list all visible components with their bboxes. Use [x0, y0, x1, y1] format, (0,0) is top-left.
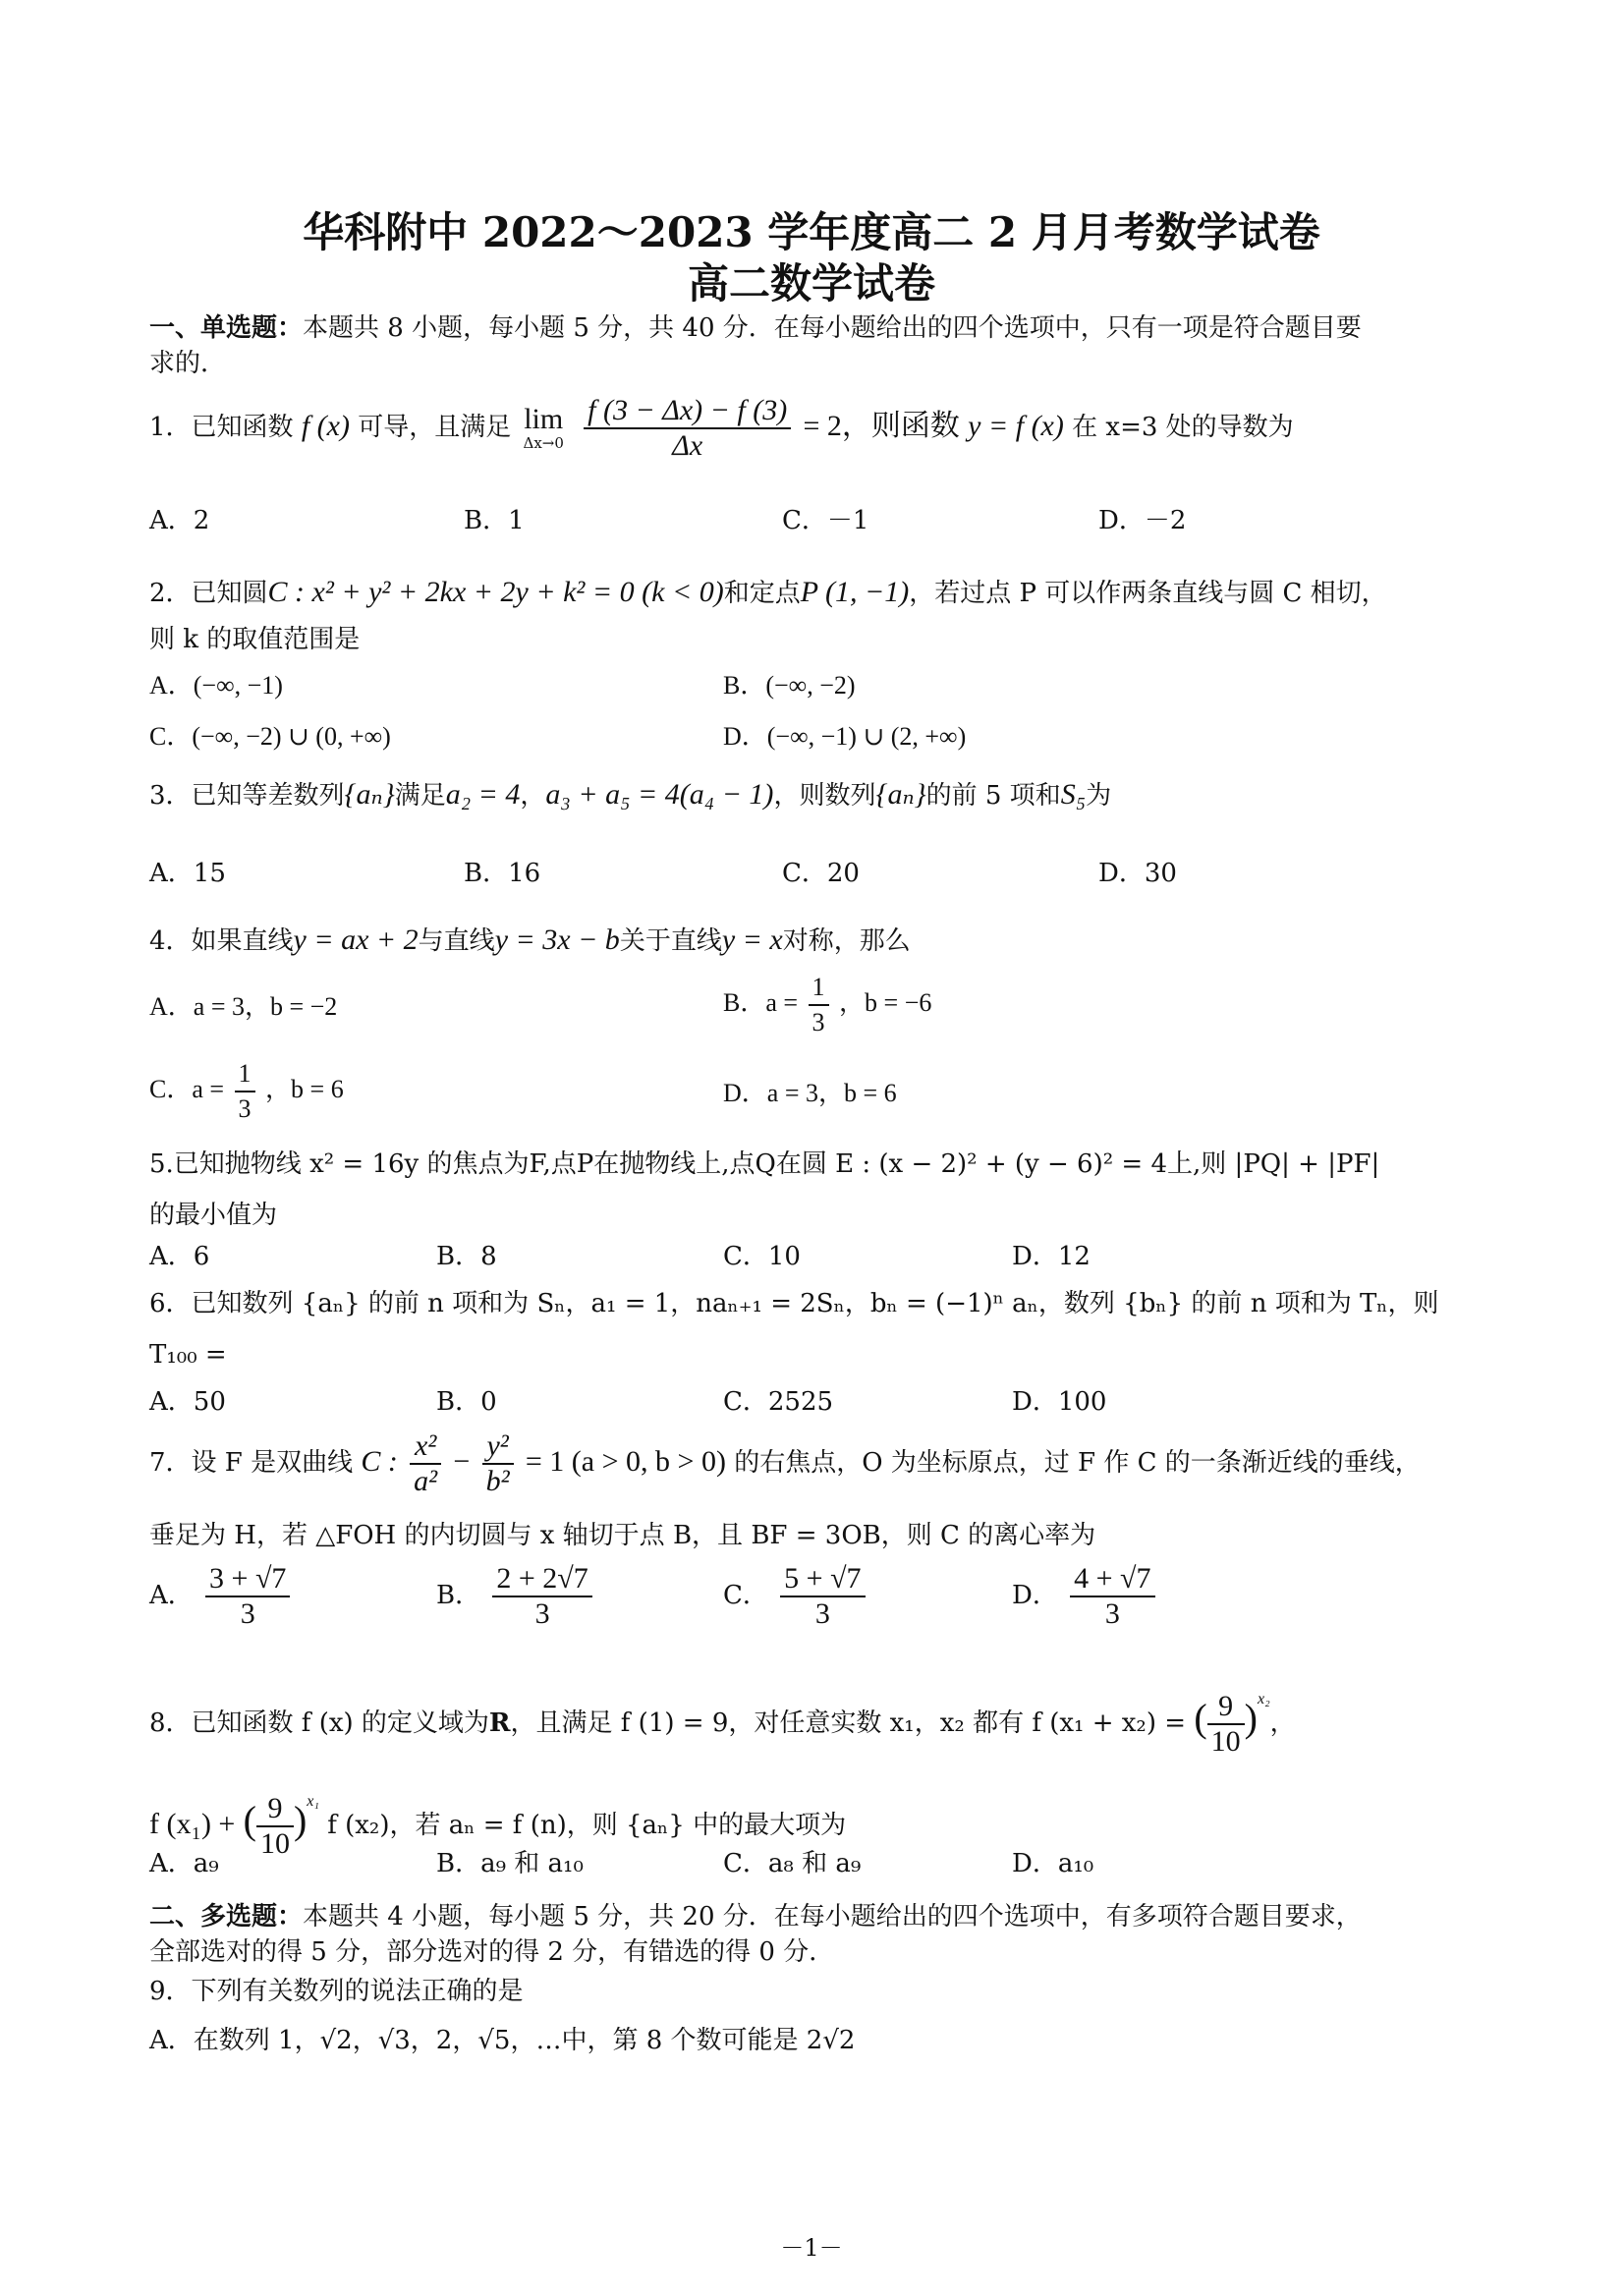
q2-text-1: 2．已知圆 [149, 579, 268, 608]
q2-circle-eq: C : x² + y² + 2kx + 2y + k² = 0 (k < 0) [267, 576, 724, 608]
q3-text-3: ，则数列 [773, 781, 876, 811]
q3-seq: {aₙ} [344, 778, 395, 811]
q2-option-b: B．(−∞, −2) [723, 671, 856, 700]
q1-limit [524, 405, 564, 452]
q4-b-num: 1 [809, 971, 829, 1006]
q3-seq-2: {aₙ} [875, 778, 926, 811]
q8-paren-close: ) [1244, 1696, 1258, 1740]
q8-fraction-2 [256, 1792, 294, 1861]
q7-a-num: 3 + √7 [205, 1562, 290, 1597]
q7-a-label: A． [149, 1581, 194, 1610]
section2-text: 本题共 4 小题，每小题 5 分，共 20 分．在每小题给出的四个选项中，有多项符合题目要求， [303, 1902, 1362, 1932]
q4-text-3: 关于直线 [619, 926, 722, 956]
q1-text-1: 1．已知函数 [149, 413, 294, 442]
question-4 [149, 924, 911, 958]
q4-option-b [723, 971, 931, 1039]
q2-option-d: D．(−∞, −1) ∪ (2, +∞) [723, 722, 967, 751]
q3-text-5: 为 [1086, 781, 1112, 811]
question-5-line2: 的最小值为 [149, 1201, 278, 1230]
q4-text-2: 与直线 [418, 926, 495, 956]
q7-x2: x² [410, 1429, 441, 1465]
q7-d-num: 4 + √7 [1070, 1562, 1154, 1597]
q7-a-fraction [205, 1562, 290, 1631]
q7-d-den: 3 [1104, 1597, 1120, 1630]
q4-line-2: y = 3x − b [494, 924, 620, 956]
q7-c-den: 3 [814, 1597, 830, 1630]
section1-heading: 一、单选题： [149, 313, 304, 343]
q1-frac-num: f (3 − Δx) − f (3) [584, 394, 791, 429]
q7-frac-x [410, 1429, 441, 1498]
question-2-line2: 则 k 的取值范围是 [149, 625, 361, 654]
question-7-line1 [149, 1427, 1421, 1498]
q8-exp-1: x₂ [1257, 1691, 1270, 1708]
q8-exp-2: x₁ [307, 1793, 319, 1810]
q3-option-b: B．16 [464, 859, 541, 888]
q1-fx: f (x) [301, 410, 350, 442]
q1-option-d: D．－2 [1098, 506, 1187, 535]
q7-text-3: 的右焦点，O 为坐标原点，过 F 作 C 的一条渐近线的垂线， [734, 1448, 1421, 1478]
q8-text-3: ， [1269, 1708, 1296, 1738]
q7-a2: a² [414, 1465, 438, 1497]
question-2-line1 [149, 576, 1387, 610]
q4-option-b-post: ，b = −6 [839, 987, 932, 1017]
question-8-line1 [149, 1660, 1296, 1763]
section1-text: 本题共 8 小题，每小题 5 分，共 40 分．在每小题给出的四个选项中，只有一项是符合题目要 [303, 313, 1362, 343]
q3-cond-2: a₃ + a₅ = 4(a₄ − 1) [545, 778, 774, 811]
q8-line2-a: f (x₁) + [149, 1808, 236, 1840]
section2-line1 [149, 1900, 1362, 1933]
q8-f2-den: 10 [259, 1827, 290, 1860]
q8-option-a: A．a₉ [149, 1849, 219, 1878]
q7-d-label: D． [1012, 1581, 1058, 1610]
q4-c-den: 3 [238, 1094, 252, 1123]
q2-option-c: C．(−∞, −2) ∪ (0, +∞) [149, 722, 391, 751]
section2-line2: 全部选对的得 5 分，部分选对的得 2 分，有错选的得 0 分． [149, 1937, 835, 1967]
q8-text-2: ，且满足 f (1) = 9，对任意实数 x₁，x₂ 都有 f (x₁ + x₂) = [510, 1708, 1187, 1738]
q8-option-d: D．a₁₀ [1012, 1849, 1094, 1878]
question-1 [149, 391, 1294, 463]
section1-line1 [149, 311, 1362, 345]
q5-option-b: B．8 [436, 1242, 497, 1271]
q1-option-a: A．2 [149, 506, 210, 535]
page-number: －1－ [780, 2234, 843, 2262]
q8-fraction-1 [1207, 1690, 1245, 1759]
q4-text-4: 对称，那么 [782, 926, 911, 956]
q7-a-den: 3 [240, 1597, 255, 1630]
q1-text-4: 在 x=3 处的导数为 [1072, 413, 1294, 442]
q3-option-c: C．20 [782, 859, 860, 888]
q7-c-num: 5 + √7 [780, 1562, 865, 1597]
q4-b-den: 3 [812, 1008, 825, 1036]
q4-option-c-post: ，b = 6 [265, 1074, 344, 1103]
q1-lim-sub: Δx→0 [523, 434, 564, 452]
q3-text-4: 的前 5 项和 [925, 781, 1061, 811]
exam-title: 华科附中 2022～2023 学年度高二 2 月月考数学试卷 [303, 208, 1320, 256]
q4-option-d: D．a = 3，b = 6 [723, 1079, 897, 1107]
section1-line2: 求的． [149, 349, 227, 378]
q8-line2-b: f (x₂)，若 aₙ = f (n)，则 {aₙ} 中的最大项为 [327, 1811, 847, 1840]
question-9-stem: 9．下列有关数列的说法正确的是 [149, 1977, 524, 2006]
q7-b-num: 2 + 2√7 [492, 1562, 591, 1597]
q4-option-b-pre: B．a = [723, 987, 799, 1017]
q1-lim: lim [524, 403, 564, 435]
exam-subtitle: 高二数学试卷 [687, 259, 935, 308]
q7-text-1: 7．设 F 是双曲线 [149, 1448, 354, 1478]
q3-cond-1: a₂ = 4 [445, 778, 521, 811]
q4-option-c [149, 1057, 344, 1126]
q4-option-c-pre: C．a = [149, 1074, 225, 1103]
q8-paren-open: ( [1194, 1696, 1207, 1740]
q4-option-b-fraction [809, 971, 829, 1039]
q1-yfx: y = f (x) [968, 410, 1064, 442]
q4-option-a: A．a = 3，b = −2 [149, 992, 338, 1021]
q1-fraction [584, 394, 791, 463]
q6-option-c: C．2525 [723, 1387, 834, 1417]
question-6-line1: 6．已知数列 {aₙ} 的前 n 项和为 Sₙ，a₁ = 1，naₙ₊₁ = 2Sₙ，bₙ = (−1)ⁿ aₙ，数列 {bₙ} 的前 n 项和为 Tₙ，则 [149, 1289, 1439, 1318]
q3-text-1: 3．已知等差数列 [149, 781, 345, 811]
q3-option-d: D．30 [1098, 859, 1177, 888]
q7-b-label: B． [436, 1581, 481, 1610]
q5-option-a: A．6 [149, 1242, 210, 1271]
q8-f1-den: 10 [1210, 1725, 1241, 1758]
q4-c-num: 1 [235, 1057, 255, 1092]
section2-heading: 二、多选题： [149, 1902, 304, 1932]
q1-text-3: = 2，则函数 [803, 410, 960, 442]
q8-paren-close-2: ) [293, 1798, 308, 1842]
q7-option-b [436, 1562, 596, 1631]
q8-f2-num: 9 [256, 1792, 294, 1827]
q2-text-2: 和定点 [723, 579, 801, 608]
q8-f1-num: 9 [1207, 1690, 1245, 1725]
q7-b2: b² [485, 1465, 510, 1497]
q4-text-1: 4．如果直线 [149, 926, 294, 956]
q5-option-d: D．12 [1012, 1242, 1091, 1271]
q2-text-3: ，若过点 P 可以作两条直线与圆 C 相切， [909, 579, 1387, 608]
q7-c-label: C． [723, 1581, 768, 1610]
q4-line-1: y = ax + 2 [293, 924, 419, 956]
q7-b-fraction [492, 1562, 591, 1631]
q7-option-a [149, 1562, 294, 1631]
question-7-line2: 垂足为 H，若 △FOH 的内切圆与 x 轴切于点 B，且 BF = 3OB，则 C 的离心率为 [149, 1521, 1096, 1550]
q7-condition: = 1 (a > 0, b > 0) [525, 1445, 726, 1478]
q6-option-b: B．0 [436, 1387, 497, 1417]
q7-y2: y² [482, 1429, 514, 1465]
q7-option-d [1012, 1562, 1159, 1631]
q8-option-b: B．a₉ 和 a₁₀ [436, 1849, 584, 1878]
q8-text-1: 8．已知函数 f (x) 的定义域为 [149, 1708, 489, 1738]
q8-R: R [488, 1708, 511, 1738]
q8-paren-open-2: ( [243, 1798, 256, 1842]
q7-c-fraction [780, 1562, 865, 1631]
q7-option-c [723, 1562, 869, 1631]
q2-option-a: A．(−∞, −1) [149, 671, 283, 700]
question-3: 3．已知等差数列{aₙ}满足a₂ = 4，a₃ + a₅ = 4(a₄ − 1)，则数列{aₙ}的前 5 项和S₅为 [149, 778, 1112, 811]
q8-option-c: C．a₈ 和 a₉ [723, 1849, 862, 1878]
q7-b-den: 3 [534, 1597, 550, 1630]
q3-text-2: 满足 [394, 781, 446, 811]
q9-option-a: A．在数列 1，√2，√3，2，√5，…中，第 8 个数可能是 2√2 [149, 2026, 856, 2055]
q5-option-c: C．10 [723, 1242, 801, 1271]
q1-frac-den: Δx [672, 429, 703, 462]
q3-s5: S₅ [1060, 778, 1087, 811]
q2-point: P (1, −1) [800, 576, 910, 608]
q7-minus: − [453, 1445, 471, 1478]
question-5-line1: 5.已知抛物线 x² = 16y 的焦点为F,点P在抛物线上,点Q在圆 E : (x − 2)² + (y − 6)² = 4上,则 |PQ| + |PF| [149, 1149, 1380, 1179]
question-6-line2: T₁₀₀ = [149, 1340, 227, 1370]
q6-option-a: A．50 [149, 1387, 226, 1417]
q7-c: C : [361, 1445, 398, 1478]
q1-option-c: C．－1 [782, 506, 869, 535]
q7-d-fraction [1070, 1562, 1154, 1631]
q6-option-d: D．100 [1012, 1387, 1107, 1417]
q4-option-c-fraction [235, 1057, 255, 1126]
q1-text-2: 可导，且满足 [358, 413, 512, 442]
q4-line-3: y = x [721, 924, 783, 956]
q1-option-b: B．1 [464, 506, 525, 535]
q3-option-a: A．15 [149, 859, 226, 888]
q7-frac-y [482, 1429, 514, 1498]
